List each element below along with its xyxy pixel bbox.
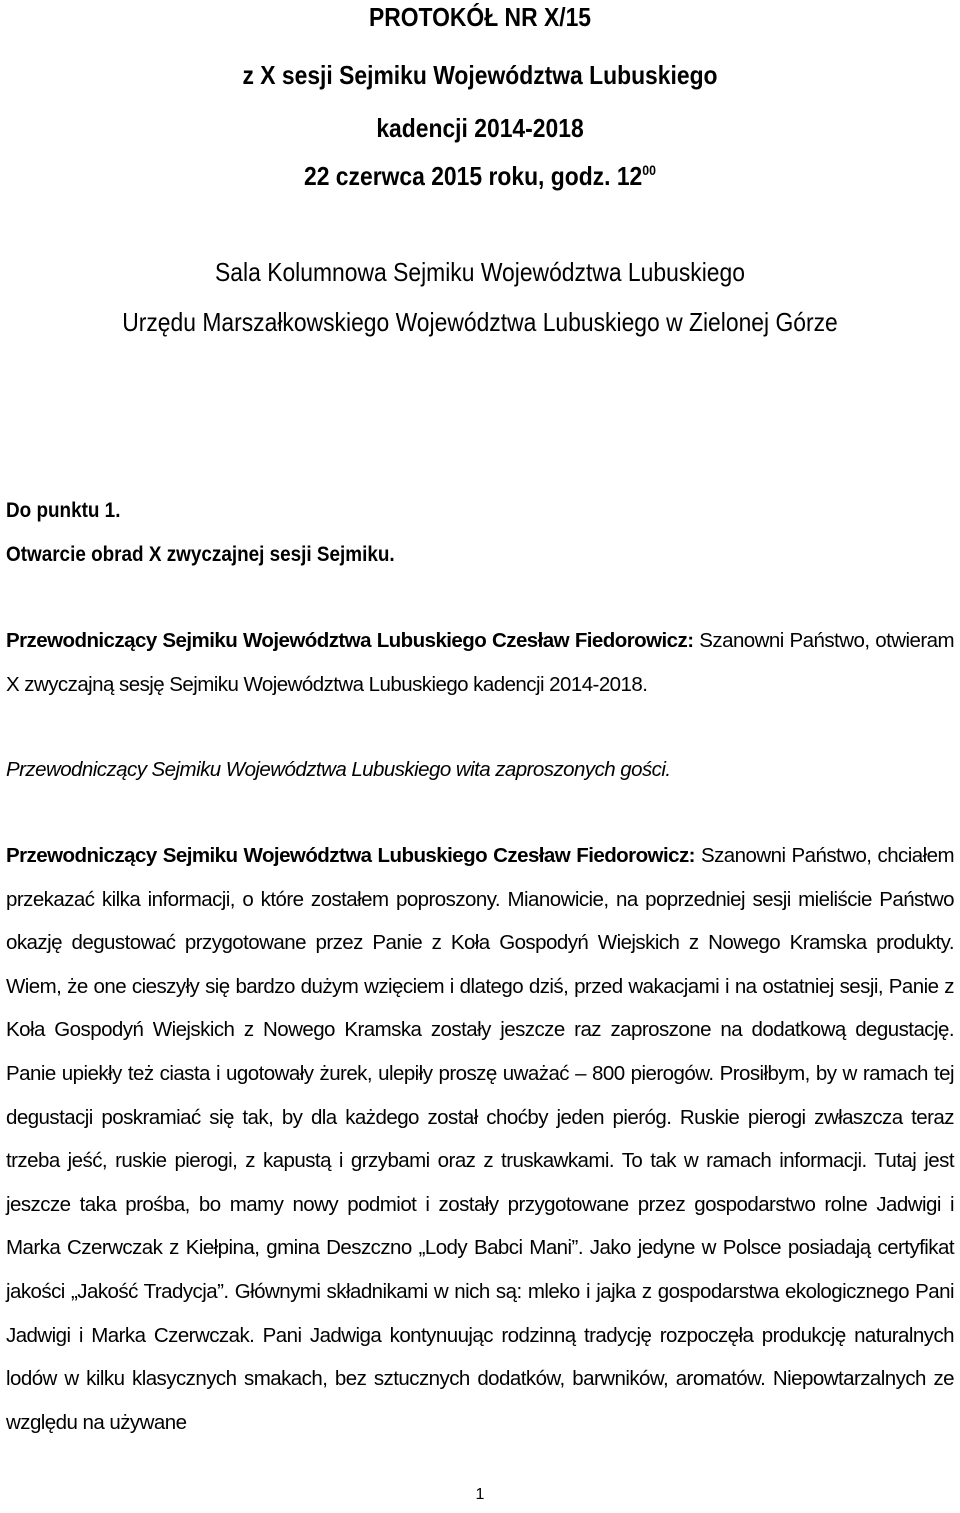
agenda-point-subheading bbox=[6, 533, 954, 578]
paragraph-note bbox=[6, 748, 954, 792]
page-number: 1 bbox=[475, 1486, 485, 1503]
date-text: 22 czerwca 2015 roku, godz. 12 bbox=[304, 161, 643, 191]
paragraph-announcements bbox=[6, 834, 954, 1444]
agenda-point-title: Otwarcie obrad X zwyczajnej sesji Sejmiku. bbox=[6, 543, 395, 566]
stage-note: Przewodniczący Sejmiku Województwa Lubuskiego wita zaproszonych gości. bbox=[6, 758, 671, 781]
speech-text: Szanowni Państwo, otwieram X zwyczajną sesję Sejmiku Województwa Lubuskiego kadencji 2014-2018. bbox=[6, 629, 954, 696]
term-line: kadencji 2014-2018 bbox=[376, 113, 584, 143]
protocol-title: PROTOKÓŁ NR X/15 bbox=[368, 2, 592, 32]
date-line bbox=[58, 161, 903, 192]
speaker-name: Przewodniczący Sejmiku Województwa Lubuskiego Czesław Fiedorowicz: bbox=[6, 629, 694, 652]
time-minutes: 00 bbox=[642, 162, 656, 178]
agenda-point-heading bbox=[6, 489, 954, 534]
paragraph-opening bbox=[6, 619, 954, 706]
session-line: z X sesji Sejmiku Województwa Lubuskiego bbox=[242, 60, 718, 90]
speaker-name: Przewodniczący Sejmiku Województwa Lubuskiego Czesław Fiedorowicz: bbox=[6, 844, 695, 867]
venue-line-1: Sala Kolumnowa Sejmiku Województwa Lubuskiego bbox=[215, 257, 745, 287]
speech-text: Szanowni Państwo, chciałem przekazać kilka informacji, o które zostałem poproszony. Mianowicie, na poprzedniej sesji mieliście Państwo okazję degustować przygotowane przez Panie z Koła Gospodyń Wiejskich z Nowego Kramska produkty. Wiem, że one cieszyły się bardzo dużym wzięciem i dlatego dziś, przed wakacjami i na ostatniej sesji, Panie z Koła Gospodyń Wiejskich z Nowego Kramska zostały jeszcze raz zaproszone na dodatkową degustację. Panie upiekły też ciasta i ugotowały żurek, ulepiły proszę uważać – 800 pierogów. Prosiłbym, by w ramach tej degustacji poskramiać się tak, by dla każdego został choćby jeden pieróg. Ruskie pierogi zwłaszcza teraz trzeba jeść, ruskie pierogi, z kapustą i grzybami oraz z truskawkami. To tak w ramach informacji. Tutaj jest jeszcze taka prośba, bo mamy nowy podmiot i zostały przygotowane przez gospodarstwo rolne Jadwigi i Marka Czerwczak z Kiełpina, gmina Deszczno „Lody Babci Mani”. Jako jedyne w Polsce posiadają certyfikat jakości „Jakość Tradycja”. Głównymi składnikami w nich są: mleko i jajka z gospodarstwa ekologicznego Pani Jadwigi i Marka Czerwczak. Pani Jadwiga kontynuując rodzinną tradycję rozpoczęła produkcję naturalnych lodów w kilku klasycznych smakach, bez sztucznych dodatków, barwników, aromatów. Niepowtarzalnych ze względu na używane bbox=[6, 844, 954, 1434]
venue-line-2: Urzędu Marszałkowskiego Województwa Lubuskiego w Zielonej Górze bbox=[122, 307, 838, 337]
agenda-point-label: Do punktu 1. bbox=[6, 499, 121, 522]
